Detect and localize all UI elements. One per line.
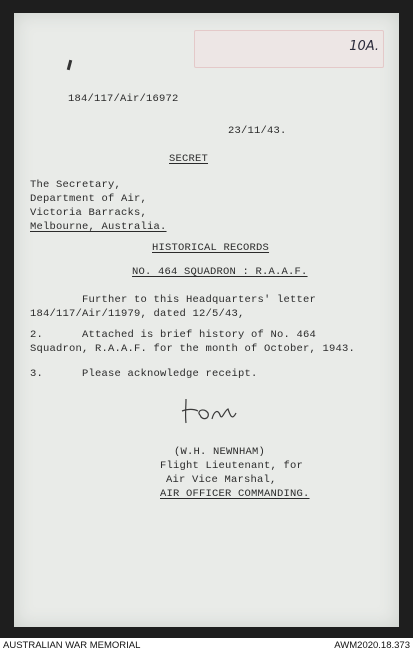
handwritten-signature xyxy=(180,393,250,429)
subject-heading: HISTORICAL RECORDS xyxy=(152,242,270,254)
paragraph-2-line-2: Squadron, R.A.A.F. for the month of October, 1943. xyxy=(30,343,356,355)
letter-date: 23/11/43. xyxy=(228,125,287,137)
archive-footer xyxy=(0,638,413,653)
paragraph-1-line-2: 184/117/Air/11979, dated 12/5/43, xyxy=(30,308,245,320)
signatory-rank: Flight Lieutenant, for xyxy=(160,460,304,472)
addressee-line-4: Melbourne, Australia. xyxy=(30,221,167,233)
paragraph-1-line-1: Further to this Headquarters' letter xyxy=(82,294,317,306)
addressee-line-2: Department of Air, xyxy=(30,193,148,205)
signatory-title: AIR OFFICER COMMANDING. xyxy=(160,488,310,500)
signatory-name: (W.H. NEWNHAM) xyxy=(174,446,266,458)
document-page xyxy=(14,13,399,627)
archive-accession-number: AWM2020.18.373 xyxy=(334,640,410,651)
file-reference: 184/117/Air/16972 xyxy=(68,93,179,105)
classification-heading: SECRET xyxy=(169,153,209,165)
paragraph-3-number: 3. xyxy=(30,368,44,380)
paragraph-3-line-1: Please acknowledge receipt. xyxy=(82,368,258,380)
signatory-for: Air Vice Marshal, xyxy=(166,474,277,486)
paragraph-2-number: 2. xyxy=(30,329,44,341)
addressee-line-1: The Secretary, xyxy=(30,179,122,191)
addressee-line-3: Victoria Barracks, xyxy=(30,207,148,219)
folio-number: 10A. xyxy=(349,39,379,54)
paragraph-2-line-1: Attached is brief history of No. 464 xyxy=(82,329,317,341)
pen-tick-mark xyxy=(67,60,72,70)
archive-name: AUSTRALIAN WAR MEMORIAL xyxy=(3,640,141,651)
unit-heading: NO. 464 SQUADRON : R.A.A.F. xyxy=(132,266,308,278)
